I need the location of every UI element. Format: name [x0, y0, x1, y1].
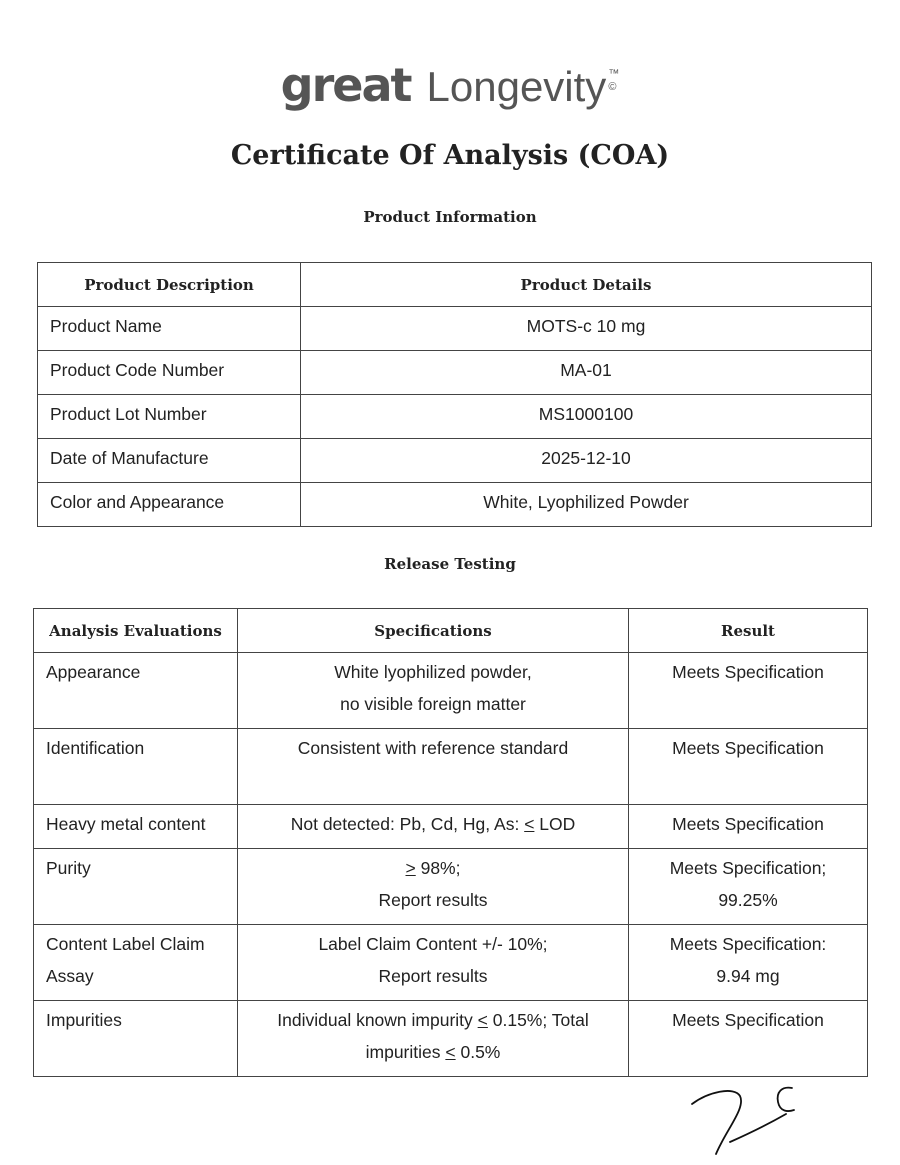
product-information-body	[38, 263, 872, 527]
specification-text: 0.5%	[455, 1042, 501, 1062]
specification-text: 98%;	[415, 858, 461, 878]
table-row	[34, 849, 868, 925]
column-header-product-description: Product Description	[38, 263, 301, 307]
specification-text: Report results	[378, 966, 488, 986]
product-details-cell: MS1000100	[301, 395, 872, 439]
result-line: Meets Specification	[672, 662, 824, 682]
product-description-cell: Color and Appearance	[38, 483, 301, 527]
specification-text: impurities	[365, 1042, 446, 1062]
evaluation-line: Appearance	[46, 662, 141, 682]
specification-text: Consistent with reference standard	[297, 738, 569, 758]
specification-line	[238, 928, 628, 960]
result-cell	[629, 729, 868, 805]
table-row	[38, 483, 872, 527]
table-row	[34, 653, 868, 729]
specification-line	[238, 656, 628, 688]
product-information-table	[37, 262, 872, 527]
specification-text: Not detected: Pb, Cd, Hg, As:	[290, 814, 525, 834]
analysis-evaluation-cell	[34, 849, 238, 925]
table-row	[34, 805, 868, 849]
release-testing-title: Release Testing	[384, 555, 516, 573]
logo-marks	[608, 68, 619, 94]
column-header-product-details: Product Details	[301, 263, 872, 307]
result-line: Meets Specification:	[669, 934, 827, 954]
evaluation-line: Impurities	[46, 1010, 122, 1030]
analysis-evaluation-cell	[34, 1001, 238, 1077]
specification-line	[238, 884, 628, 916]
specification-text: Label Claim Content +/- 10%;	[318, 934, 548, 954]
table-row	[34, 729, 868, 805]
product-details-cell: 2025-12-10	[301, 439, 872, 483]
product-description-cell: Date of Manufacture	[38, 439, 301, 483]
evaluation-line: Content Label Claim	[46, 934, 205, 954]
release-testing-body	[34, 609, 868, 1077]
result-line: Meets Specification	[672, 814, 824, 834]
table-row	[38, 307, 872, 351]
evaluation-line: Identification	[46, 738, 145, 758]
table-header-row	[34, 609, 868, 653]
product-description-cell: Product Lot Number	[38, 395, 301, 439]
specification-line	[238, 808, 628, 840]
analysis-evaluation-cell	[34, 729, 238, 805]
column-header-analysis-evaluations: Analysis Evaluations	[34, 609, 238, 653]
product-details-cell: White, Lyophilized Powder	[301, 483, 872, 527]
specification-line	[238, 1004, 628, 1036]
release-testing-table	[33, 608, 868, 1077]
result-line: 99.25%	[718, 890, 778, 910]
specification-text: LOD	[534, 814, 576, 834]
specification-cell	[238, 1001, 629, 1077]
specification-line	[238, 688, 628, 720]
specification-text: White lyophilized powder,	[334, 662, 532, 682]
result-cell	[629, 1001, 868, 1077]
specification-cell	[238, 653, 629, 729]
result-line: 9.94 mg	[716, 966, 780, 986]
result-line: Meets Specification	[672, 738, 824, 758]
result-cell	[629, 805, 868, 849]
specification-cell	[238, 729, 629, 805]
specification-text: Report results	[378, 890, 488, 910]
specification-line	[238, 852, 628, 884]
logo-word-great: great	[280, 58, 411, 112]
analysis-evaluation-cell	[34, 805, 238, 849]
table-row	[38, 351, 872, 395]
result-cell	[629, 849, 868, 925]
column-header-specifications: Specifications	[238, 609, 629, 653]
specification-cell	[238, 849, 629, 925]
analysis-evaluation-cell	[34, 653, 238, 729]
specification-line	[238, 732, 628, 764]
comparison-symbol: <	[477, 1010, 488, 1030]
product-information-title: Product Information	[363, 208, 537, 226]
comparison-symbol: <	[524, 814, 535, 834]
comparison-symbol: >	[405, 858, 416, 878]
brand-logo	[0, 58, 900, 112]
specification-cell	[238, 925, 629, 1001]
signature	[686, 1082, 806, 1158]
table-row	[38, 439, 872, 483]
column-header-result: Result	[629, 609, 868, 653]
document-title: Certificate Of Analysis (COA)	[230, 140, 670, 171]
table-row	[34, 925, 868, 1001]
evaluation-line: Heavy metal content	[46, 814, 206, 834]
comparison-symbol: <	[445, 1042, 456, 1062]
table-row	[34, 1001, 868, 1077]
evaluation-line: Purity	[46, 858, 91, 878]
product-details-cell: MOTS-c 10 mg	[301, 307, 872, 351]
specification-line	[238, 1036, 628, 1068]
result-line: Meets Specification;	[669, 858, 827, 878]
product-description-cell: Product Name	[38, 307, 301, 351]
evaluation-line: Assay	[46, 966, 94, 986]
specification-line	[238, 960, 628, 992]
result-cell	[629, 653, 868, 729]
product-details-cell: MA-01	[301, 351, 872, 395]
product-description-cell: Product Code Number	[38, 351, 301, 395]
specification-text: 0.15%; Total	[487, 1010, 589, 1030]
result-line: Meets Specification	[672, 1010, 824, 1030]
table-row	[38, 395, 872, 439]
specification-text: no visible foreign matter	[340, 694, 526, 714]
copyright-symbol: ©	[608, 81, 617, 93]
result-cell	[629, 925, 868, 1001]
trademark-symbol: ™	[608, 68, 620, 80]
logo-word-longevity: Longevity	[426, 63, 607, 110]
analysis-evaluation-cell	[34, 925, 238, 1001]
specification-text: Individual known impurity	[277, 1010, 478, 1030]
specification-cell	[238, 805, 629, 849]
table-header-row	[38, 263, 872, 307]
